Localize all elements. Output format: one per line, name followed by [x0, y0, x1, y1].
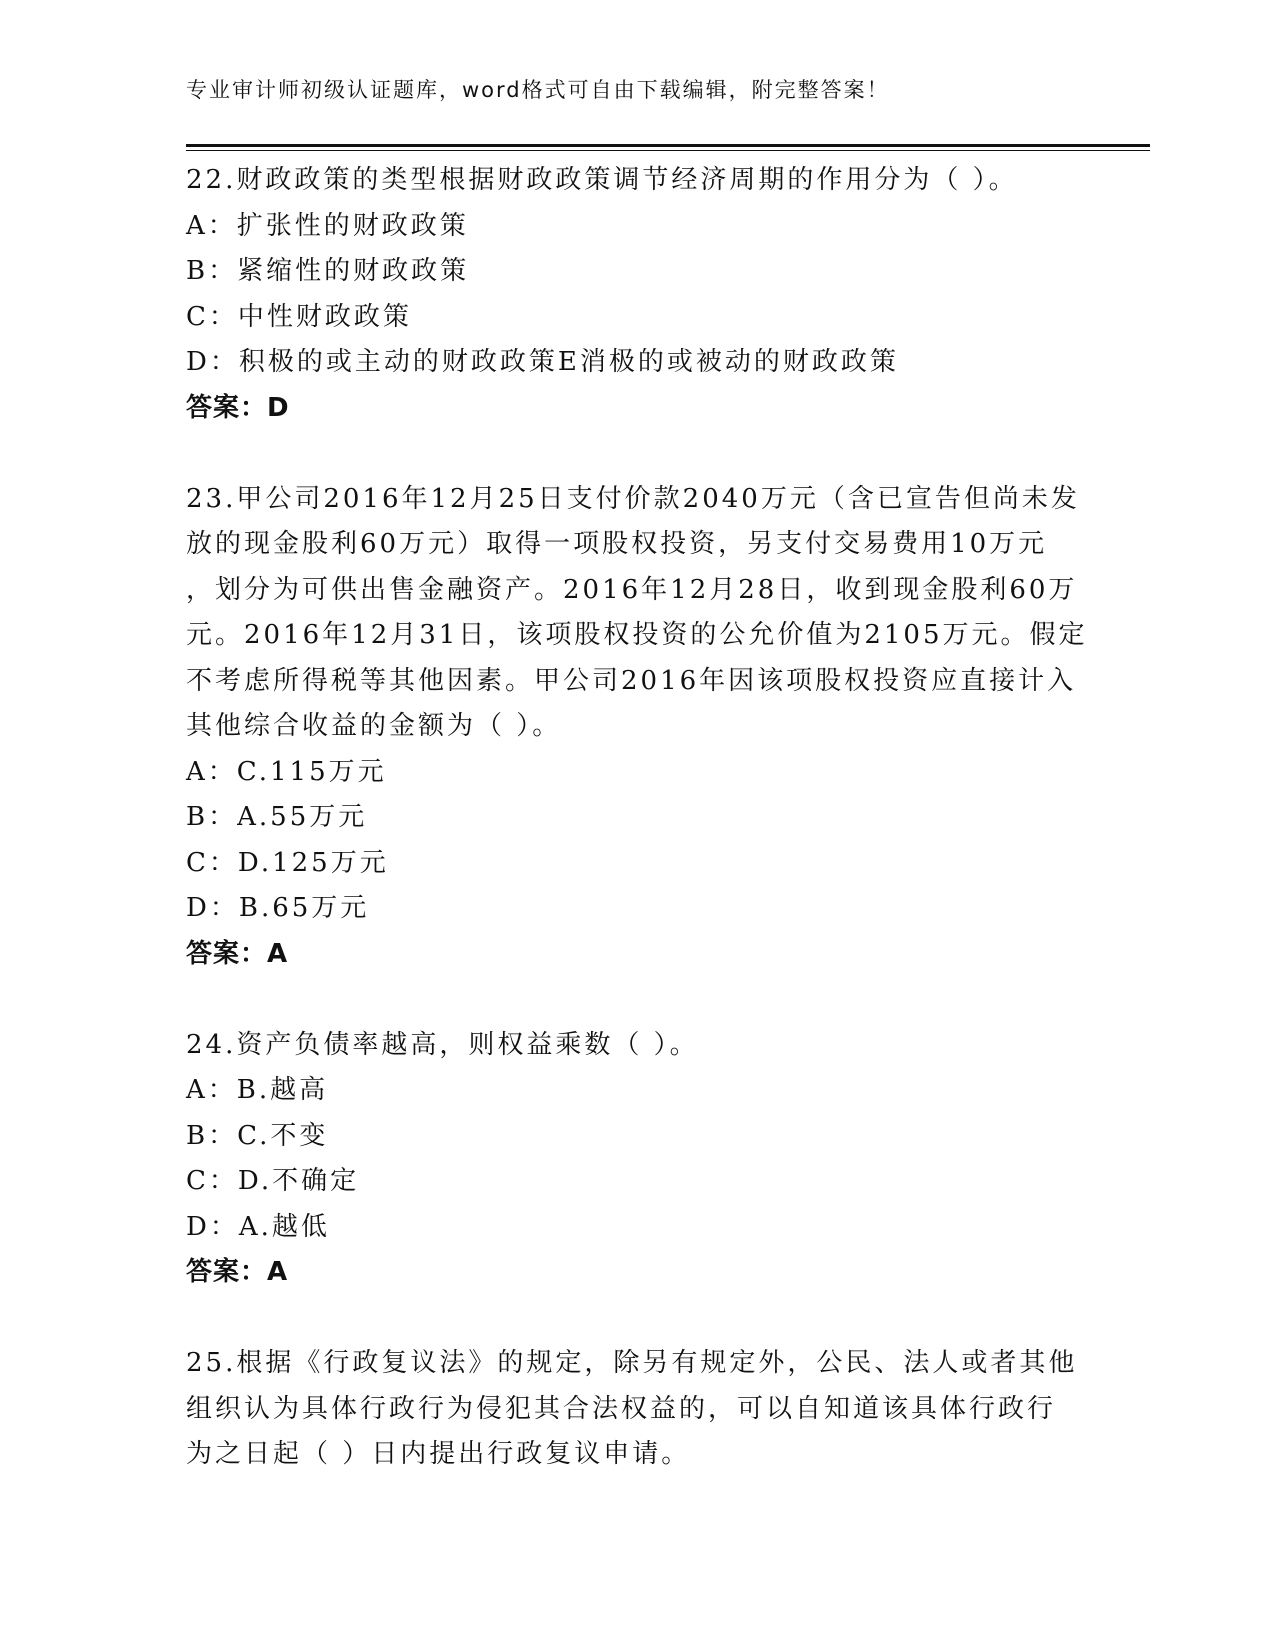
page-header: 专业审计师初级认证题库，word格式可自由下载编辑，附完整答案！: [186, 78, 890, 102]
question-24: [186, 1023, 1086, 1296]
question-25: [186, 1341, 1086, 1478]
question-stem-line: 放的现金股利60万元）取得一项股权投资，另支付交易费用10万元: [186, 529, 1048, 559]
option-d: D：A.越低: [186, 1211, 330, 1242]
question-23: [186, 477, 1086, 978]
option-b: B：紧缩性的财政政策: [186, 256, 470, 286]
question-stem-line: 23.甲公司2016年12月25日支付价款2040万元（含已宣告但尚未发: [186, 483, 1080, 514]
question-stem-line: 24.资产负债率越高，则权益乘数（ ）。: [186, 1029, 699, 1060]
question-stem-line: 22.财政政策的类型根据财政政策调节经济周期的作用分为（ ）。: [186, 165, 1018, 195]
question-stem-line: 其他综合收益的金额为（ ）。: [186, 711, 562, 741]
option-c: C：D.不确定: [186, 1166, 360, 1196]
option-a: A：C.115万元: [186, 756, 387, 787]
question-list: [186, 158, 1086, 1478]
answer-line: 答案：A: [186, 938, 289, 969]
option-a: A：B.越高: [186, 1075, 329, 1105]
option-c: C：中性财政政策: [186, 301, 412, 332]
answer-line: 答案：D: [186, 392, 290, 423]
option-b: B：C.不变: [186, 1120, 329, 1151]
answer-line: 答案：A: [186, 1257, 289, 1287]
question-22: [186, 158, 1086, 431]
question-stem-line: 不考虑所得税等其他因素。甲公司2016年因该项股权投资应直接计入: [186, 665, 1077, 696]
option-d: D：积极的或主动的财政政策E消极的或被动的财政政策: [186, 347, 899, 377]
option-a: A：扩张性的财政政策: [186, 210, 469, 241]
question-stem-line: 25.根据《行政复议法》的规定，除另有规定外，公民、法人或者其他: [186, 1348, 1078, 1378]
option-c: C：D.125万元: [186, 847, 389, 878]
header-divider-thick: [186, 144, 1150, 147]
question-stem-line: 为之日起（ ）日内提出行政复议申请。: [186, 1439, 691, 1469]
question-stem-line: 组织认为具体行政行为侵犯其合法权益的，可以自知道该具体行政行: [186, 1393, 1057, 1424]
question-stem-line: 元。2016年12月31日，该项股权投资的公允价值为2105万元。假定: [186, 620, 1088, 650]
option-d: D：B.65万元: [186, 893, 370, 923]
option-b: B：A.55万元: [186, 802, 368, 832]
question-stem-line: ，划分为可供出售金融资产。2016年12月28日，收到现金股利60万: [186, 574, 1078, 605]
header-divider-thin: [186, 150, 1150, 151]
